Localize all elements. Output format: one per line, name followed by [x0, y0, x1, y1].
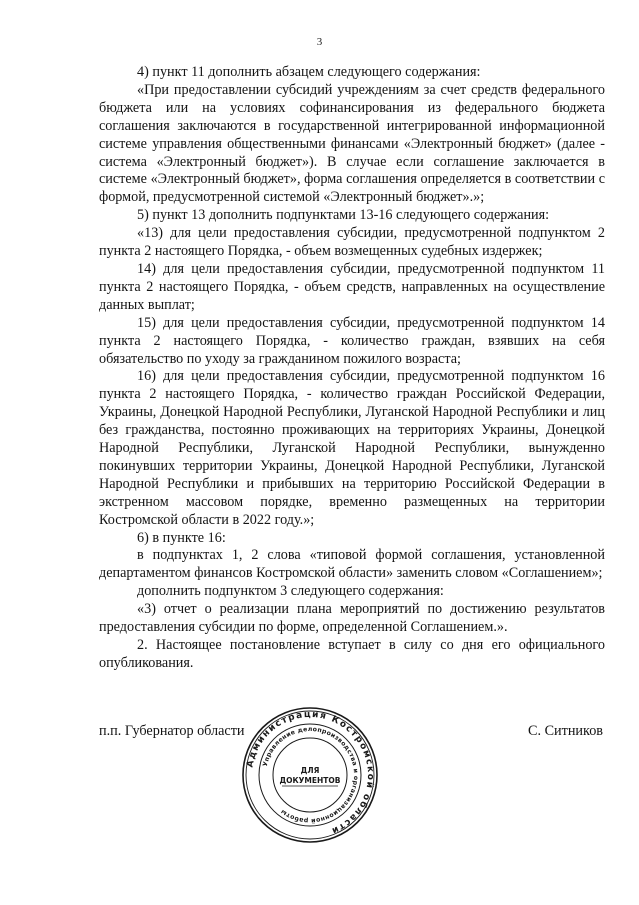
- stamp-center-line1: ДЛЯ: [300, 766, 320, 775]
- paragraph-subitem-3-report: «3) отчет о реализации плана мероприятий по достижению результатов предоставления субсидии по форме, определенной Соглашением.».: [99, 601, 605, 636]
- paragraph-item-4: 4) пункт 11 дополнить абзацем следующего содержания:: [137, 64, 481, 80]
- paragraph-effective-date: 2. Настоящее постановление вступает в силу со дня его официального опубликования.: [99, 637, 605, 671]
- paragraph-item-6: 6) в пункте 16:: [137, 529, 226, 546]
- paragraph-subitem-15: 15) для цели предоставления субсидии, предусмотренной подпунктом 14 пункта 2 настоящего Порядка, - количество граждан, взявших на себя обязательство по уходу за гражданином пожилого возраста;: [99, 314, 605, 367]
- paragraph-subitem-14: 14) для цели предоставления субсидии, предусмотренной подпунктом 11 пункта 2 настоящего Порядка, - объем средств, направленных на осуществление данных выплат;: [99, 260, 605, 313]
- paragraph-subitems-1-2: в подпунктах 1, 2 слова «типовой формой соглашения, установленной департаментом финансов Костромской области» заменить словом «Соглашением»;: [99, 547, 605, 582]
- paragraph-subitem-16: 16) для цели предоставления субсидии, предусмотренной подпунктом 16 пункта 2 настоящего Порядка, - количество граждан Российской Федерации, Украины, Донецкой Народной Республики, Луганской Народной Республики и лиц без гражданства, постоянно проживающих на территориях Украины, Донецкой Народной Республики, Луганской Народной Республики, вынужденно покинувших территории Украины, Донецкой Народной Республики, Луганской Народной Республики и прибывших на территорию Российской Федерации в экстренном массовом порядке, временно размещенных на территории Костромской области в 2022 году.»;: [99, 368, 605, 528]
- paragraph-item-5: 5) пункт 13 дополнить подпунктами 13-16 следующего содержания:: [137, 207, 550, 224]
- signatory-name: С. Ситников: [528, 723, 603, 739]
- stamp-outer-text: Администрация Костромской области: [245, 709, 376, 836]
- stamp-inner-ring: [273, 738, 347, 812]
- official-stamp: [240, 705, 380, 845]
- paragraph-quote-electronic-budget: «При предоставлении субсидий учреждениям за счет средств федерального бюджета или на условиях софинансирования из федерального бюджета соглашения заключаются в государственной интегрированной информационной системе управления общественными финансами «Электронный бюджет» (далее - система «Электронный бюджет»). В случае если соглашение заключается в системе «Электронный бюджет», форма соглашения определяется в соответствии с формой, предусмотренной системой «Электронный бюджет».»;: [99, 81, 605, 206]
- stamp-middle-ring: [259, 724, 361, 826]
- signatory-title: п.п. Губернатор области: [99, 723, 245, 739]
- paragraph-subitem-13: «13) для цели предоставления субсидии, предусмотренной подпунктом 2 пункта 2 настоящего Порядка, - объем возмещенных судебных издержек;: [99, 225, 605, 260]
- page-number: 3: [316, 36, 323, 48]
- stamp-inner-text: Управление делопроизводства и организационной работы: [261, 725, 360, 825]
- stamp-center-line2: ДОКУМЕНТОВ: [279, 776, 341, 785]
- paragraph-add-subitem-3: дополнить подпунктом 3 следующего содержания:: [137, 583, 444, 600]
- document-body: [99, 64, 605, 673]
- stamp-seal-icon: [240, 705, 380, 845]
